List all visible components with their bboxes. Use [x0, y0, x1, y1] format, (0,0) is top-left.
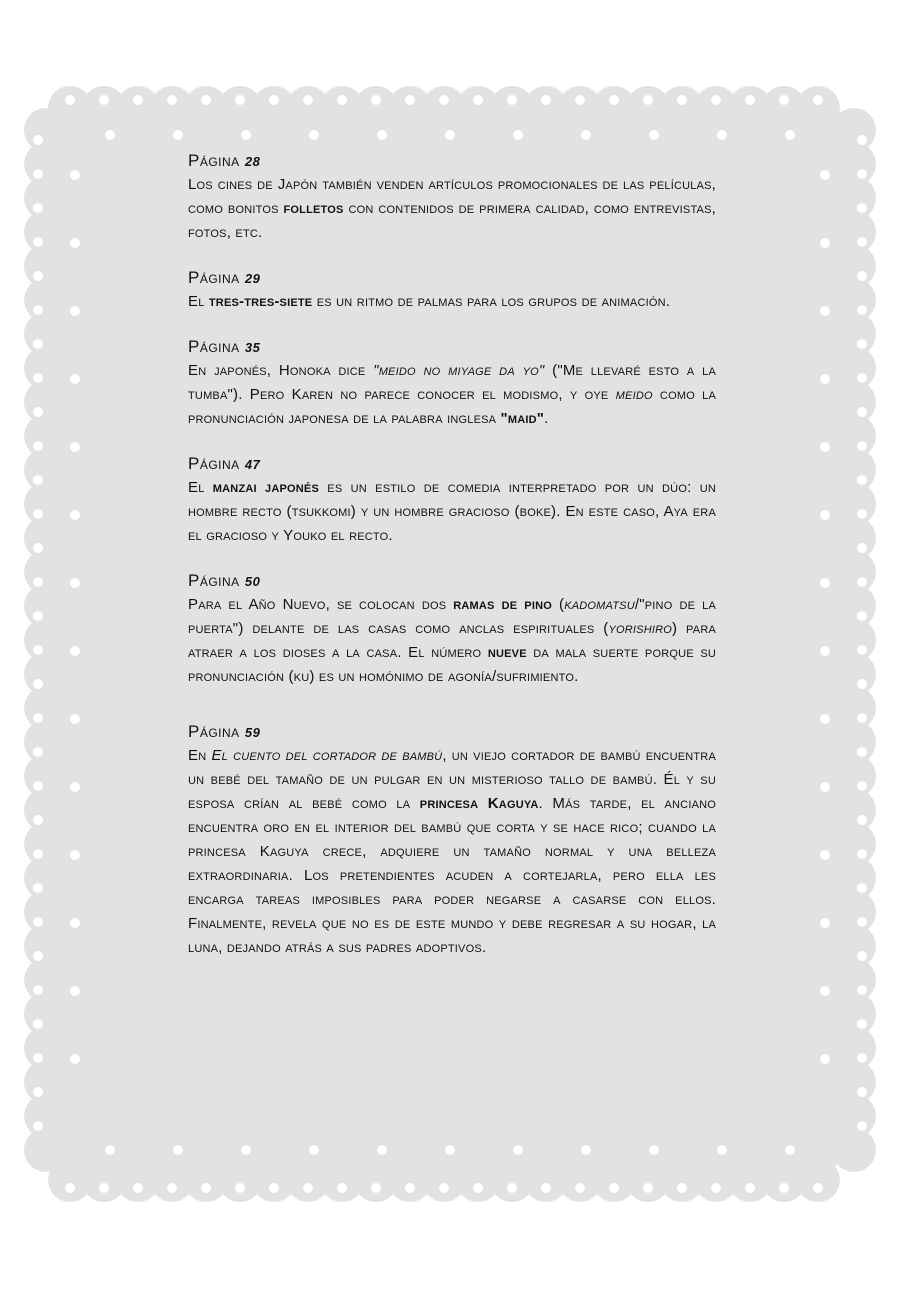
note-section: [188, 267, 716, 314]
lace-hole: [33, 1053, 43, 1063]
lace-hole: [303, 1183, 313, 1193]
lace-hole: [445, 130, 455, 140]
lace-hole: [167, 1183, 177, 1193]
lace-hole: [857, 509, 867, 519]
text-run: Los cines de Japón también venden artículos promocionales de las películas, como bonitos: [188, 176, 716, 217]
italic-term: kadomatsu: [564, 596, 635, 613]
lace-hole: [857, 203, 867, 213]
section-body: [188, 173, 716, 245]
section-heading: [188, 721, 716, 744]
lace-hole: [857, 373, 867, 383]
note-section: [188, 721, 716, 960]
lace-hole: [33, 373, 43, 383]
note-section: [188, 150, 716, 245]
lace-hole: [820, 714, 830, 724]
text-run: (: [551, 596, 565, 613]
lace-hole: [33, 747, 43, 757]
lace-hole: [33, 475, 43, 485]
italic-term: yorishiro: [608, 620, 673, 637]
lace-hole: [643, 95, 653, 105]
section-body: [188, 290, 716, 314]
lace-hole: [235, 95, 245, 105]
lace-hole: [70, 986, 80, 996]
lace-hole: [439, 1183, 449, 1193]
lace-hole: [857, 1019, 867, 1029]
heading-label: Página: [188, 268, 240, 287]
lace-hole: [70, 170, 80, 180]
text-run: Para el Año Nuevo, se colocan dos: [188, 596, 454, 613]
section-body: [188, 593, 716, 689]
lace-hole: [241, 1145, 251, 1155]
lace-hole: [857, 951, 867, 961]
lace-hole: [581, 130, 591, 140]
lace-hole: [65, 1183, 75, 1193]
lace-hole: [820, 306, 830, 316]
lace-hole: [70, 714, 80, 724]
lace-hole: [820, 170, 830, 180]
page-number: 59: [244, 725, 261, 740]
lace-hole: [473, 1183, 483, 1193]
lace-hole: [33, 135, 43, 145]
section-heading: [188, 267, 716, 290]
text-run: En japonés, Honoka dice: [188, 362, 374, 379]
lace-hole: [820, 510, 830, 520]
lace-hole: [201, 1183, 211, 1193]
lace-hole: [717, 130, 727, 140]
lace-hole: [33, 645, 43, 655]
lace-hole: [133, 95, 143, 105]
lace-hole: [857, 577, 867, 587]
heading-label: Página: [188, 454, 240, 473]
lace-hole: [377, 1145, 387, 1155]
lace-hole: [337, 95, 347, 105]
lace-hole: [820, 782, 830, 792]
lace-hole: [70, 850, 80, 860]
scallop-bottom: [796, 1158, 840, 1202]
lace-hole: [439, 95, 449, 105]
lace-hole: [857, 815, 867, 825]
lace-hole: [377, 130, 387, 140]
lace-hole: [857, 917, 867, 927]
lace-hole: [513, 130, 523, 140]
note-section: [188, 336, 716, 431]
lace-hole: [33, 713, 43, 723]
text-run: da mala suerte porque su pronunciación (ku) es un homónimo de agonía/sufrimiento.: [188, 644, 716, 685]
lace-hole: [857, 679, 867, 689]
lace-hole: [779, 1183, 789, 1193]
bold-term: folletos: [283, 200, 344, 217]
lace-hole: [70, 782, 80, 792]
lace-hole: [649, 130, 659, 140]
lace-hole: [820, 850, 830, 860]
text-run: es un ritmo de palmas para los grupos de animación.: [312, 293, 671, 310]
section-heading: [188, 336, 716, 359]
lace-hole: [303, 95, 313, 105]
lace-hole: [857, 645, 867, 655]
lace-hole: [717, 1145, 727, 1155]
lace-hole: [857, 1121, 867, 1131]
lace-hole: [309, 130, 319, 140]
lace-hole: [445, 1145, 455, 1155]
lace-hole: [99, 1183, 109, 1193]
lace-hole: [813, 95, 823, 105]
lace-hole: [33, 169, 43, 179]
lace-hole: [173, 1145, 183, 1155]
text-run: es un estilo de comedia interpretado por un dúo: un hombre recto (tsukkomi) y un hombre gracioso (boke). En este caso, Aya era el gracioso y Youko el recto.: [188, 479, 716, 544]
heading-label: Página: [188, 337, 240, 356]
lace-hole: [711, 1183, 721, 1193]
italic-term: "meido no miyage da yo": [373, 362, 545, 379]
lace-hole: [609, 95, 619, 105]
lace-hole: [820, 1054, 830, 1064]
lace-hole: [820, 374, 830, 384]
lace-hole: [857, 237, 867, 247]
lace-hole: [33, 271, 43, 281]
heading-label: Página: [188, 151, 240, 170]
lace-hole: [513, 1145, 523, 1155]
lace-hole: [473, 95, 483, 105]
lace-hole: [33, 203, 43, 213]
lace-hole: [33, 849, 43, 859]
lace-hole: [785, 1145, 795, 1155]
lace-hole: [33, 339, 43, 349]
lace-hole: [33, 815, 43, 825]
lace-hole: [167, 95, 177, 105]
lace-hole: [33, 781, 43, 791]
lace-hole: [405, 1183, 415, 1193]
bold-term: tres-tres-siete: [208, 293, 313, 310]
italic-term: El cuento del cortador de bambú: [211, 747, 443, 764]
lace-hole: [575, 1183, 585, 1193]
lace-hole: [857, 543, 867, 553]
bold-term: princesa Kaguya: [419, 795, 539, 812]
lace-hole: [70, 510, 80, 520]
scallop-left: [24, 1128, 68, 1172]
lace-hole: [70, 238, 80, 248]
lace-hole: [711, 95, 721, 105]
lace-hole: [33, 407, 43, 417]
lace-hole: [785, 130, 795, 140]
lace-hole: [99, 95, 109, 105]
lace-hole: [235, 1183, 245, 1193]
text-run: .: [544, 410, 549, 427]
section-body: [188, 744, 716, 960]
lace-hole: [745, 1183, 755, 1193]
lace-hole: [820, 646, 830, 656]
lace-hole: [33, 543, 43, 553]
page-number: 47: [244, 457, 261, 472]
lace-hole: [33, 237, 43, 247]
lace-hole: [70, 646, 80, 656]
lace-hole: [33, 305, 43, 315]
text-run: . Más tarde, el anciano encuentra oro en el interior del bambú que corta y se hace rico; cuando la princesa Kaguya crece, adquiere un tamaño normal y una belleza extraordinaria. Los pretendientes acuden a cortejarla, pero ella les encarga tareas imposibles para poder negarse a casarse con ellos. Finalmente, revela que no es de este mundo y debe regresar a su hogar, la luna, dejando atrás a sus padres adoptivos.: [188, 795, 717, 956]
lace-hole: [70, 442, 80, 452]
bold-term: ramas de pino: [453, 596, 552, 613]
lace-hole: [337, 1183, 347, 1193]
lace-hole: [70, 306, 80, 316]
lace-hole: [575, 95, 585, 105]
bold-term: nueve: [487, 644, 527, 661]
lace-hole: [677, 1183, 687, 1193]
lace-hole: [745, 95, 755, 105]
lace-hole: [820, 578, 830, 588]
lace-hole: [857, 441, 867, 451]
lace-hole: [820, 442, 830, 452]
lace-hole: [33, 679, 43, 689]
lace-hole: [813, 1183, 823, 1193]
lace-hole: [371, 95, 381, 105]
text-run: con contenidos de primera calidad, como entrevistas, fotos, etc.: [188, 200, 716, 241]
page-number: 28: [244, 154, 261, 169]
lace-hole: [507, 95, 517, 105]
lace-hole: [33, 883, 43, 893]
lace-hole: [33, 611, 43, 621]
section-body: [188, 476, 716, 548]
lace-hole: [33, 1019, 43, 1029]
bold-term: "maid": [500, 410, 545, 427]
lace-hole: [33, 1087, 43, 1097]
lace-hole: [371, 1183, 381, 1193]
lace-hole: [643, 1183, 653, 1193]
text-run: , un viejo cortador de bambú encuentra un bebé del tamaño de un pulgar en un misterioso tallo de bambú. Él y su esposa crían al bebé como la: [188, 747, 716, 812]
lace-hole: [779, 95, 789, 105]
lace-hole: [33, 509, 43, 519]
notes-content: [188, 150, 716, 982]
lace-hole: [105, 1145, 115, 1155]
lace-hole: [857, 985, 867, 995]
lace-hole: [33, 917, 43, 927]
lace-hole: [649, 1145, 659, 1155]
lace-hole: [541, 95, 551, 105]
lace-hole: [857, 339, 867, 349]
lace-hole: [857, 713, 867, 723]
text-run: /"pino de la puerta") delante de las casas como anclas espirituales (: [188, 596, 716, 637]
lace-hole: [609, 1183, 619, 1193]
lace-hole: [70, 918, 80, 928]
lace-hole: [70, 374, 80, 384]
text-run: como la pronunciación japonesa de la palabra inglesa: [188, 386, 716, 427]
page-number: 35: [244, 340, 261, 355]
lace-hole: [33, 985, 43, 995]
note-section: [188, 453, 716, 548]
lace-hole: [241, 130, 251, 140]
heading-label: Página: [188, 571, 240, 590]
lace-hole: [269, 1183, 279, 1193]
lace-hole: [857, 271, 867, 281]
lace-hole: [857, 611, 867, 621]
lace-hole: [173, 130, 183, 140]
lace-hole: [405, 95, 415, 105]
text-run: En: [188, 747, 212, 764]
lace-hole: [857, 747, 867, 757]
lace-hole: [857, 883, 867, 893]
lace-hole: [33, 577, 43, 587]
lace-hole: [33, 1121, 43, 1131]
lace-hole: [857, 849, 867, 859]
section-body: [188, 359, 716, 431]
lace-hole: [857, 1087, 867, 1097]
lace-hole: [201, 95, 211, 105]
text-run: El: [188, 479, 213, 496]
scallop-right: [832, 1128, 876, 1172]
lace-hole: [70, 1054, 80, 1064]
lace-hole: [33, 951, 43, 961]
lace-hole: [820, 918, 830, 928]
lace-hole: [820, 986, 830, 996]
lace-hole: [857, 169, 867, 179]
lace-hole: [820, 238, 830, 248]
lace-hole: [581, 1145, 591, 1155]
bold-term: manzai japonés: [212, 479, 320, 496]
lace-hole: [507, 1183, 517, 1193]
lace-hole: [309, 1145, 319, 1155]
lace-hole: [269, 95, 279, 105]
section-heading: [188, 570, 716, 593]
lace-hole: [105, 130, 115, 140]
text-run: ) para atraer a los dioses a la casa. El número: [188, 620, 716, 661]
lace-hole: [857, 475, 867, 485]
section-heading: [188, 453, 716, 476]
heading-label: Página: [188, 722, 240, 741]
lace-hole: [541, 1183, 551, 1193]
lace-hole: [33, 441, 43, 451]
note-section: [188, 570, 716, 689]
lace-hole: [65, 95, 75, 105]
page-number: 29: [244, 271, 261, 286]
lace-hole: [857, 135, 867, 145]
lace-hole: [857, 781, 867, 791]
lace-hole: [857, 1053, 867, 1063]
lace-hole: [133, 1183, 143, 1193]
section-heading: [188, 150, 716, 173]
lace-hole: [857, 305, 867, 315]
text-run: ("Me llevaré esto a la tumba"). Pero Karen no parece conocer el modismo, y oye: [188, 362, 716, 403]
page-number: 50: [244, 574, 261, 589]
lace-hole: [677, 95, 687, 105]
lace-hole: [857, 407, 867, 417]
lace-hole: [70, 578, 80, 588]
italic-term: meido: [615, 386, 653, 403]
text-run: El: [188, 293, 209, 310]
